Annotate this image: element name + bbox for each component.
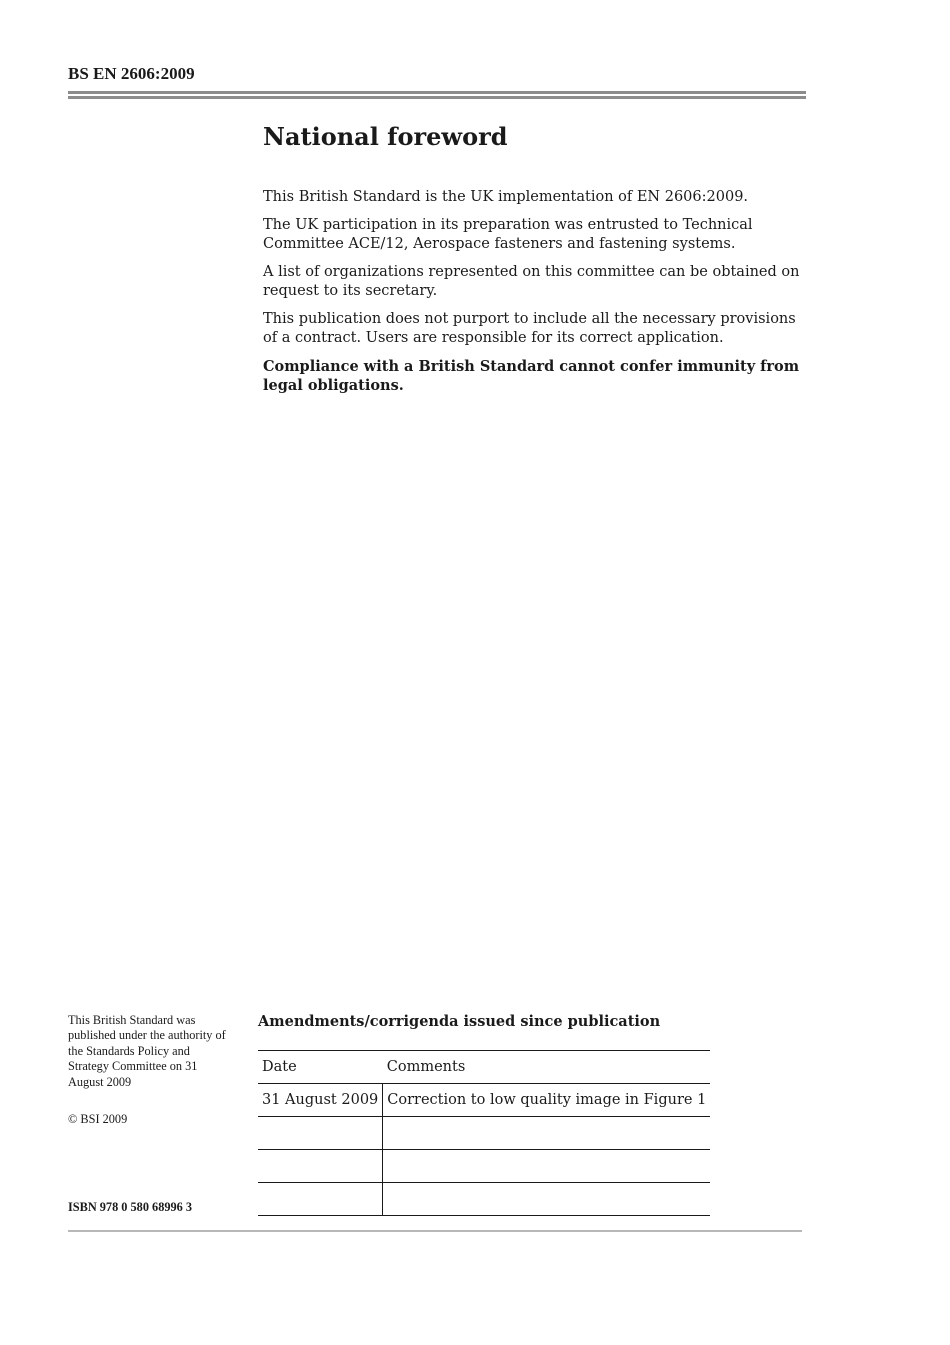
compliance-note: Compliance with a British Standard cannot confer immunity from legal obligations. [263, 357, 800, 394]
table-row [258, 1183, 710, 1216]
paragraph-provisions: This publication does not purport to include all the necessary provisions of a contract. Users are responsible for its correct application. [263, 310, 796, 346]
column-header-date: Date [258, 1051, 383, 1084]
amendment-date-cell [258, 1117, 383, 1150]
copyright-notice: © BSI 2009 [68, 1112, 128, 1126]
amendment-date-cell [258, 1183, 383, 1216]
table-row [258, 1150, 710, 1183]
amendment-comment-cell [383, 1117, 711, 1150]
paragraph-committee: The UK participation in its preparation was entrusted to Technical Committee ACE/12, Aerospace fasteners and fastening systems. [263, 216, 753, 252]
amendment-comment-cell [383, 1183, 711, 1216]
isbn: ISBN 978 0 580 68996 3 [68, 1200, 193, 1214]
amendment-date-cell [258, 1150, 383, 1183]
paragraph-implementation: This British Standard is the UK implementation of EN 2606:2009. [263, 189, 749, 205]
column-header-comments: Comments [383, 1051, 711, 1084]
page-title: National foreword [263, 122, 508, 151]
publication-note: This British Standard was published under the authority of the Standards Policy and Strategy Committee on 31 August 2009 [68, 1013, 226, 1089]
footer-divider [68, 1230, 802, 1232]
paragraph-organizations: A list of organizations represented on this committee can be obtained on request to its secretary. [263, 263, 800, 299]
header-divider-second [68, 96, 806, 99]
amendment-comment-cell [383, 1150, 711, 1183]
foreword-body [263, 188, 808, 404]
table-row [258, 1084, 710, 1117]
amendments-table [258, 1050, 710, 1216]
amendment-comment-cell: Correction to low quality image in Figure 1 [383, 1084, 711, 1117]
amendment-date-cell: 31 August 2009 [258, 1084, 383, 1117]
standard-identifier: BS EN 2606:2009 [68, 64, 195, 83]
table-row [258, 1117, 710, 1150]
amendments-title: Amendments/corrigenda issued since publication [258, 1013, 661, 1030]
table-header-row [258, 1051, 710, 1084]
header-divider [68, 91, 806, 94]
